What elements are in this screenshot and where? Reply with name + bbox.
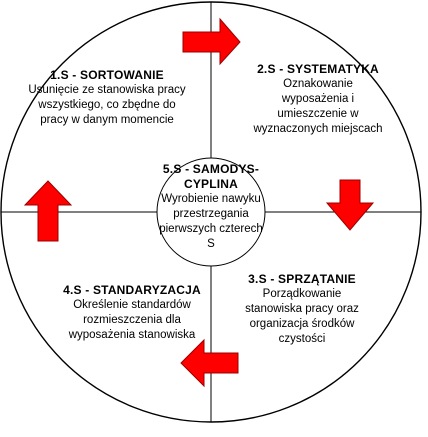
quadrant-description: Porządkowanie stanowiska pracy oraz organizacja środków czystości	[245, 288, 359, 345]
quadrant-top-right	[208, 62, 428, 137]
quadrant-bottom-left	[52, 283, 212, 343]
center-label	[144, 162, 278, 252]
quadrant-description: Usunięcie ze stanowiska pracy wszystkiego, co zbędne do pracy w danym momencie	[28, 84, 186, 126]
quadrant-title: 3.S - SPRZĄTANIE	[248, 272, 356, 286]
quadrant-description: Oznakowanie wyposażenia i umieszczenie w wyznaczonych miejscach	[253, 78, 383, 135]
quadrant-title: 2.S - SYSTEMATYKA	[257, 62, 379, 76]
quadrant-description: Określenie standardów rozmieszczenia dla wyposażenia stanowiska	[68, 299, 196, 341]
quadrant-title: 1.S - SORTOWANIE	[50, 68, 164, 82]
quadrant-bottom-right	[232, 272, 372, 347]
center-description: Wyrobienie nawyku przestrzegania pierwszych czterech S	[159, 193, 263, 250]
quadrant-top-left	[28, 68, 186, 128]
quadrant-title: 4.S - STANDARYZACJA	[63, 283, 201, 297]
center-title: 5.S - SAMODYS- CYPLINA	[162, 162, 260, 191]
